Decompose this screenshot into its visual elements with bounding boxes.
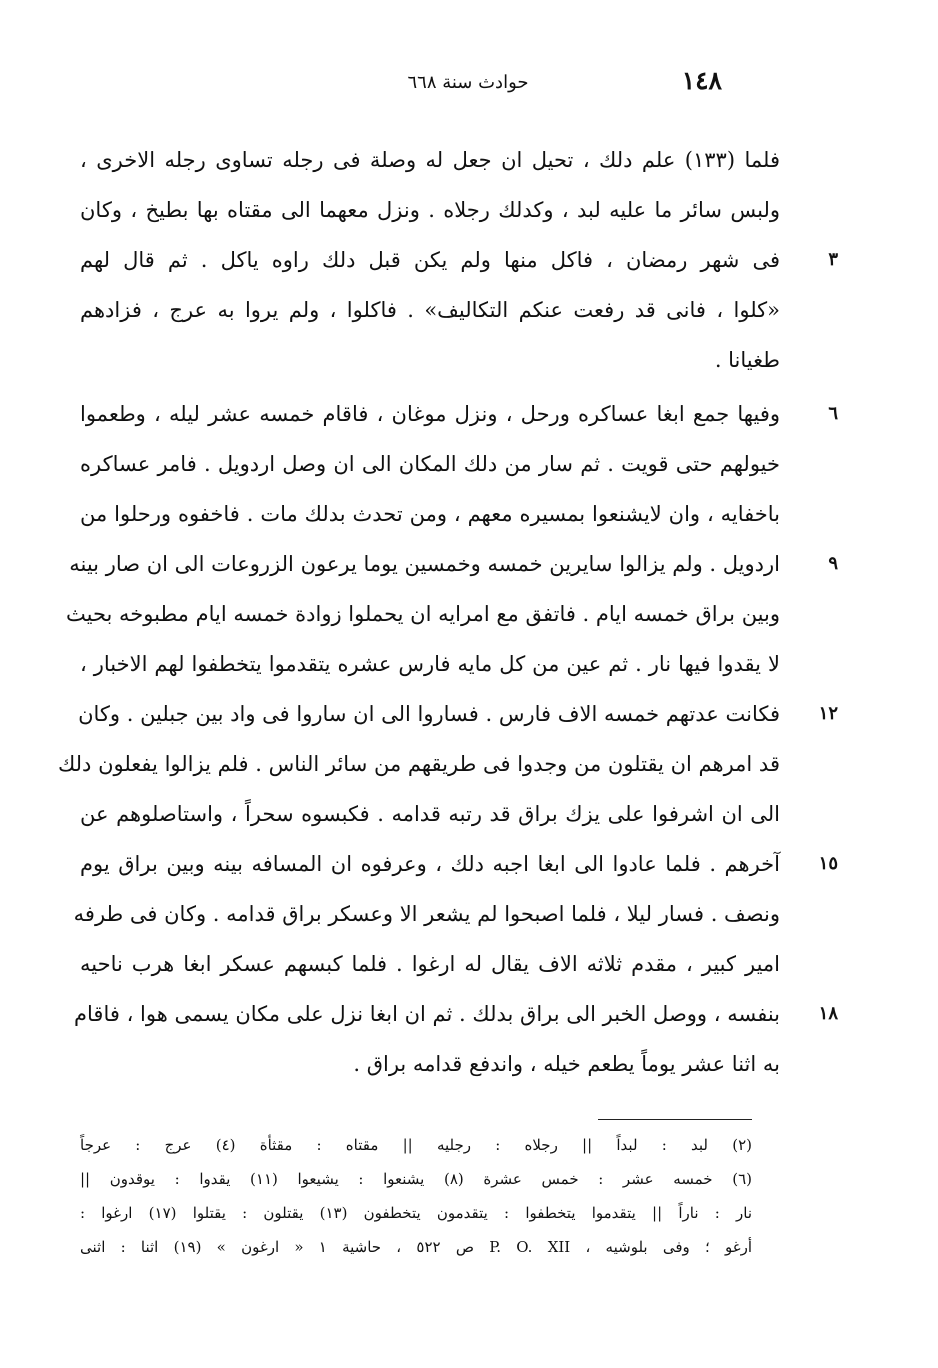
text-line — [69, 544, 838, 594]
footnote-line: (٦) خمسه عشر : خمس عشرة (٨) يشنعوا : يشيعوا (١١) يقدوا : يوقدون || — [80, 1170, 752, 1188]
text-line — [80, 240, 838, 290]
text-line — [80, 444, 780, 494]
text-line — [73, 894, 780, 944]
line-text: قد امرهم ان يقتلون من وجدوا فى طريقهم من سائر الناس . فلم يزالوا يفعلون دلك — [57, 752, 780, 776]
footnotes — [80, 1130, 752, 1266]
text-line — [80, 494, 780, 544]
line-text: الى ان اشرفوا على يزك براق قد رتبه قدامه . فكبسوه سحراً ، واستاصلوهم عن — [80, 802, 780, 826]
text-line — [80, 644, 780, 694]
line-text: فلما (١٣٣) علم دلك ، تحيل ان جعل له وصلة فى رجله تساوى رجله الاخرى ، — [80, 148, 780, 172]
line-text: به اثنا عشر يوماً يطعم خيله ، واندفع قدامه براق . — [353, 1052, 780, 1076]
line-number: ٣ — [828, 249, 838, 270]
footnote-divider — [598, 1119, 752, 1120]
line-text: فكانت عدتهم خمسه الاف فارس . فساروا الى ان ساروا فى واد بين جبلين . وكان — [78, 702, 780, 726]
line-text: امير كبير ، مقدم ثلاثه الاف يقال له ارغوا . فلما كبسهم عسكر ابغا هرب ناحيه — [80, 952, 780, 976]
line-number: ١٨ — [818, 1003, 838, 1024]
line-number: ٩ — [828, 553, 838, 574]
line-text: وبين براق خمسه ايام . فاتفق مع امرايه ان يحملوا زوادة خمسه ايام مطبوخه بحيث — [66, 602, 780, 626]
footnote-line: نار : ناراً || يتقدموا يتخطفوا : يتقدمون يتخطفون (١٣) يقتلون : يقتلوا (١٧) ارغوا : — [80, 1204, 752, 1222]
text-line — [80, 340, 780, 390]
line-number: ١٢ — [818, 703, 838, 724]
text-line — [74, 994, 838, 1044]
line-text: وفيها جمع ابغا عساكره ورحل ، ونزل موغان ، فاقام خمسه عشر ليله ، وطعموا — [80, 402, 780, 426]
text-line — [80, 190, 780, 240]
text-line — [80, 290, 780, 340]
page-header — [0, 66, 938, 106]
line-text: «كلوا ، فانى قد رفعت عنكم التكاليف» . فاكلوا ، ولم يروا به عرج ، فزادهم — [80, 298, 780, 322]
running-title: حوادث سنة ٦٦٨ — [407, 72, 529, 93]
line-text: اردويل . ولم يزالوا سايرين خمسه وخمسين يوما يرعون الزروعات الى ان صار بينه — [69, 552, 780, 576]
line-text: خيولهم حتى قويت . ثم سار من دلك المكان الى ان وصل اردويل . فامر عساكره — [80, 452, 780, 476]
text-line — [80, 140, 780, 190]
footnote-line: أرغو ؛ وفى بلوشيه ، P. O. XII ص ٥٢٢ ، حاشية ١ « ارغون » (١٩) اثنا : اثنى — [80, 1238, 753, 1256]
line-number: ١٥ — [818, 853, 838, 874]
line-text: طغيانا . — [714, 348, 780, 372]
line-text: آخرهم . فلما عادوا الى ابغا اجبه دلك ، وعرفوه ان المسافه بينه وبين براق يوم — [80, 852, 780, 876]
body-text — [57, 140, 838, 1094]
text-line — [80, 944, 780, 994]
line-text: ولبس سائر ما عليه لبد ، وكدلك رجلاه . ونزل معهما الى مقتاه بها بطيخ ، وكان — [80, 198, 780, 222]
line-number: ٦ — [828, 403, 838, 424]
text-line — [80, 1044, 780, 1094]
text-line — [80, 394, 838, 444]
line-text: باخفايه ، وان لايشنعوا بمسيره معهم ، ومن تحدث بدلك مات . فاخفوه ورحلوا من — [80, 502, 780, 526]
footnote-line: (٢) لبد : لبداً || رجلاه : رجليه || مقتاه : مقثأة (٤) عرج : عرجاً — [80, 1136, 752, 1154]
page-number: ١٤٨ — [681, 66, 722, 95]
line-text: فى شهر رمضان ، فاكل منها ولم يكن قبل دلك راوه ياكل . ثم قال لهم — [80, 248, 780, 272]
line-text: بنفسه ، ووصل الخبر الى براق بدلك . ثم ان ابغا نزل على مكان يسمى هوا ، فاقام — [74, 1002, 780, 1026]
text-line — [57, 744, 780, 794]
text-line — [80, 794, 780, 844]
line-text: لا يقدوا فيها نار . ثم عين من كل مايه فارس عشره يتقدموا يتخطفوا لهم الاخبار ، — [80, 652, 780, 676]
text-line — [78, 694, 838, 744]
text-line — [66, 594, 780, 644]
text-line — [80, 844, 838, 894]
line-text: ونصف . فسار ليلا ، فلما اصبحوا لم يشعر الا وعسكر براق قدامه . وكان فى طرفه — [73, 902, 780, 926]
